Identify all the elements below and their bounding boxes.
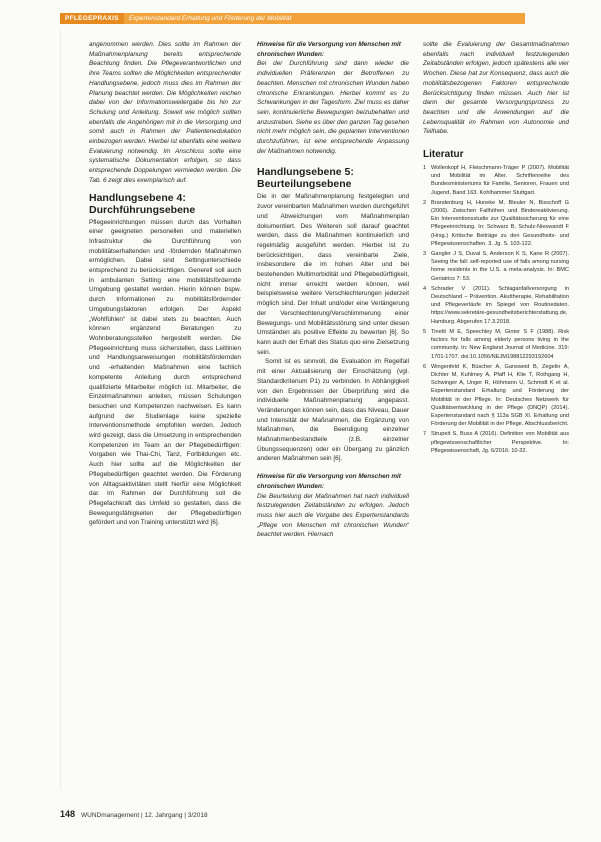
reference-text: Tinetti M E, Speechley M, Ginter S F (1988). Risk factors for falls among elderly persons living in the community. In: New England Journal of Medicine. 319: 1701-1707. doi:10.1056/NEJM198812293192604 bbox=[431, 328, 569, 360]
reference-item bbox=[423, 250, 569, 283]
reference-item bbox=[423, 199, 569, 248]
reference-text: Strupeit S, Buss A (2016). Definition von Mobilität aus pflegewissenschaftlicher Perspektive. In: Pflegewissenschaft, Jg. 6/2016: 10-32. bbox=[431, 431, 569, 454]
paragraph: Pflegeeinrichtungen müssen durch das Vorhalten einer geeigneten personellen und materiellen Infrastruktur die Durchführung von mobilitätserhaltenden und -fördernden Maßnahmen ermöglichen. Dabei sind Settingunterschiede entsprechend zu berücksichtigen. Generell soll auch in ambulanten Setting eine mobilitätsfördernde Umgebung gestaltet werden. Hierin können bspw. durch Informationen zu mobilitätsfördernder Umgebungsfaktoren erfolgen. Der Aspekt „Wohlfühlen“ ist dabei stets zu beachten. Auch können ergänzend Beratungen zu Wohnberatungsstellen hergestellt werden. Die Pflegeeinrichtung muss sicherstellen, dass Leitlinien und Handlungsanweisungen mobilitätsfördernden und -erhaltenden Maßnahmen eine fachlich kompetente Anleitung durch entsprechend qualifizierte Mitarbeiter möglich ist. Mitarbeiter, die Einzelmaßnahmen anleiten, müssen Schulungen besuchen und Kompetenzen nachweisen. Es kann aufgrund der Studienlage keine spezielle Interventionsmethode empfohlen werden. Jedoch wird gezeigt, dass die Umsetzung in entsprechenden Kompetenzen im Team an der Pflegebedürftigen: Vorgaben wie Thai-Chi, Tanz, Fortbildungen etc. Auch hier sollte auf die Möglichkeiten der Pflegebedürftigen geachtet werden. Die Förderung von Alltagsaktivitäten stellt hierfür eine Möglichkeit dar. Im Rahmen der Durchführung soll die Pflegefachkraft das Umfeld so gestalten, dass die Bewegungsfähigkeiten der Pflegebedürftigen gefördert und von Training unterstützt wird [6]. bbox=[89, 218, 241, 527]
journal-citation: WUNDmanagement | 12. Jahrgang | 3/2018 bbox=[81, 812, 208, 819]
reference-item bbox=[423, 430, 569, 455]
reference-item bbox=[423, 328, 569, 361]
column-1 bbox=[89, 40, 241, 528]
reference-text: Brandenburg H, Huneke M, Bleuler N, Bisschoff G (2006). Zwischen Fallhöhen und Bindereaktivierung. Ein Interventionsstudie zur Qualitätssicherung für eine Pflegeeinrichtung. In: Schwarz B, Schulz-Nieswandt F (Hrsg.) Kritische Beiträge zu den Gesundheits- und Pflegewissenschaften. 3. Jg. S. 103-122. bbox=[431, 199, 569, 247]
literature-heading: Literatur bbox=[423, 149, 464, 161]
reference-number: 5 bbox=[423, 328, 427, 335]
reference-number: 4 bbox=[423, 285, 427, 292]
reference-text: Wingenfeld K, Büscher A, Gansweid B, Zegelin A, Dichter M, Kuhlmey A, Pfaff H, Klie T, Rothgang H, Schwinger A, Unger R, Höhmann U, Schmidt K et al. Expertenstandard Erhaltung und Förderung der Mobilität in der Pflege. In: Deutsches Netzwerk für Qualitätsentwicklung in der Pflege (DNQP) (2014). Expertenstandard nach § 113a SGB XI. Erhaltung und Förderung der Mobilität in der Pflege. Abschlussbericht. bbox=[431, 363, 569, 428]
section-heading: Handlungsebene 5: Beurteilungsebene bbox=[257, 166, 354, 191]
column-2 bbox=[257, 40, 409, 540]
hint-box-text: Bei der Durchführung sind dann wieder die individuellen Präferenzen der Betroffenen zu beachten. Menschen mit chronischen Wunden haben chronische Erkrankungen. Hierbei kommt es zu Schwankungen in der Tagesform. Ziel muss es daher sein, kontinuierliche Bewegungen beizubehalten und anzustreben. Siehe es über den ganzen Tag gesehen nicht mehr möglich sein, die geplanten Interventionen durchzuführen, ist eine entsprechende Anpassung der Maßnahmen notwendig. bbox=[257, 60, 409, 155]
reference-item bbox=[423, 363, 569, 429]
section-heading: Handlungsebene 4: Durchführungsebene bbox=[89, 191, 196, 216]
running-header bbox=[60, 13, 525, 24]
reference-text: Gangler J S, Duval S, Anderson K S, Kane R (2007). Seeing the fall: self-reported use of falls among nursing home residents in the U.S. a meta-analysis. In: BMC Geriatrics 7: 53. bbox=[431, 251, 569, 282]
header-section-label: PFLEGEPRAXIS bbox=[60, 13, 124, 24]
page-footer bbox=[60, 809, 208, 819]
paragraph: angenommen werden. Dies sollte im Rahmen der Maßnahmenplanung bereits entsprechende Beachtung finden. Die Pflegeverantwortlichen und ihre Teams sollten die Möglichkeiten entsprechender Handlungsebene, jedoch muss dies im Rahmen der Planung beachtet werden. Die Möglichkeiten reichen dabei von der Informationsweitergabe bis hin zur Schulung und Anleitung. Soweit wie möglich sollten ebenfalls die Angehörigen mit in die Versorgung und somit auch in Rahmen der Patientenedukation einbezogen werden. Hierbei ist ebenfalls eine weitere Evaluierung notwendig. Im Anschluss sollte eine systematische Dokumentation erfolgen, so dass entsprechende Doppelungen vermieden werden. Die Tab. 6 zeigt dies exemplarisch auf. bbox=[89, 41, 241, 184]
page-number: 148 bbox=[60, 809, 76, 819]
header-title: Expertenstandard Erhaltung und Förderung der Mobilität bbox=[128, 15, 292, 22]
margin-rule bbox=[60, 30, 61, 790]
hint-box bbox=[257, 40, 409, 156]
paragraph: sollte die Evaluierung der Gesamtmaßnahmen ebenfalls nach individuell festzulegenden Zeitabständen erfolgen, jedoch spätestens alle vier Wochen. Diese hat zur Konsequenz, dass auch die mobilitätsbezogenen Faktoren entsprechende Berücksichtigung finden müssen. Auch hier ist dann der gesamte Versorgungsprozess zu beachten und die Anwendungen auf die Lebensqualität im Rahmen von Autonomie und Teilhabe. bbox=[423, 41, 569, 136]
reference-item bbox=[423, 164, 569, 197]
hint-box bbox=[257, 472, 409, 540]
reference-text: Wollenkopf H, Fleischmann-Träger P (2007). Mobilität und Mobilität im Alter. Schriftenreihe des Bundesministeriums für Familie, Senioren, Frauen und Jugend, Band 163. Kohlhammer Stuttgart. bbox=[431, 165, 569, 196]
reference-item bbox=[423, 285, 569, 326]
hint-box-text: Die Beurteilung der Maßnahmen hat nach individuell festzulegenden Zeitabständen zu erfolgen. Jedoch muss hier auch die Vorgabe des Expertenstandards „Pflege von Menschen mit chronischen Wunden“ beachtet werden. Hiernach bbox=[257, 492, 409, 539]
hint-box-heading: Hinweise für die Versorgung von Menschen mit chronischen Wunden: bbox=[257, 41, 401, 58]
reference-number: 6 bbox=[423, 363, 427, 370]
paragraph: Die in der Maßnahmenplanung festgelegten und zuvor vereinbarten Maßnahmen wurden durchgeführt und Abweichungen vom Maßnahmenplan dokumentiert. Des Weiteren soll darauf geachtet werden, dass die Maßnahmen kontinuierlich und regelmäßig ausgeführt werden. Hierbei ist zu berücksichtigen, dass vereinbarte Ziele, insbesondere die im hohen Alter und bei bestehenden Multimorbidität und Pflegebedürftigkeit, nicht immer erreicht werden können, weil beispielsweise weitere Verschlechterungen jederzeit möglich sind. Der Inhalt und/oder eine Verlängerung der Verschlechterung/Verschlimmerung einer Bewegungs- und Mobilitätsstörung sind unter diesen Umständen als positive Effekte zu bewerten [6]. So kann auch der Erhalt des Status quo eine Zielsetzung sein. bbox=[257, 193, 409, 356]
column-3 bbox=[423, 40, 569, 457]
reference-text: Schrader V (2011). Schlaganfallversorgung in Deutschland – Prävention, Akuttherapie, Rehabilitation und Pflegeverläufe im Spiegel von Routinedaten. https://www.sekretäre-gesundheitsberichterstattung.de, Hamburg. Abgerufen 17.3.2018. bbox=[431, 285, 569, 325]
reference-number: 1 bbox=[423, 165, 427, 172]
reference-number: 3 bbox=[423, 251, 427, 258]
hint-box-heading: Hinweise für die Versorgung von Menschen mit chronischen Wunden: bbox=[257, 473, 401, 490]
paragraph: Somit ist es sinnvoll, die Evaluation im Regelfall mit einer Aktualisierung der Einschätzung (vgl. Standardkriterium P1) zu verbinden. In Abhängigkeit von den Ergebnissen der Überprüfung wird die individuelle Maßnahmenplanung angepasst. Veränderungen können sein, dass das Niveau, Dauer und Intensität der Maßnahmen, die Ergänzung von Maßnahmen, die Beendigung einzelner Maßnahmenbestandteile (z.B. einzelner Übungssequenzen) oder ein Übergang zu gänzlich anderen Maßnahmen sein [6]. bbox=[257, 358, 409, 463]
reference-list bbox=[423, 164, 569, 455]
reference-number: 7 bbox=[423, 431, 427, 438]
reference-number: 2 bbox=[423, 199, 427, 206]
